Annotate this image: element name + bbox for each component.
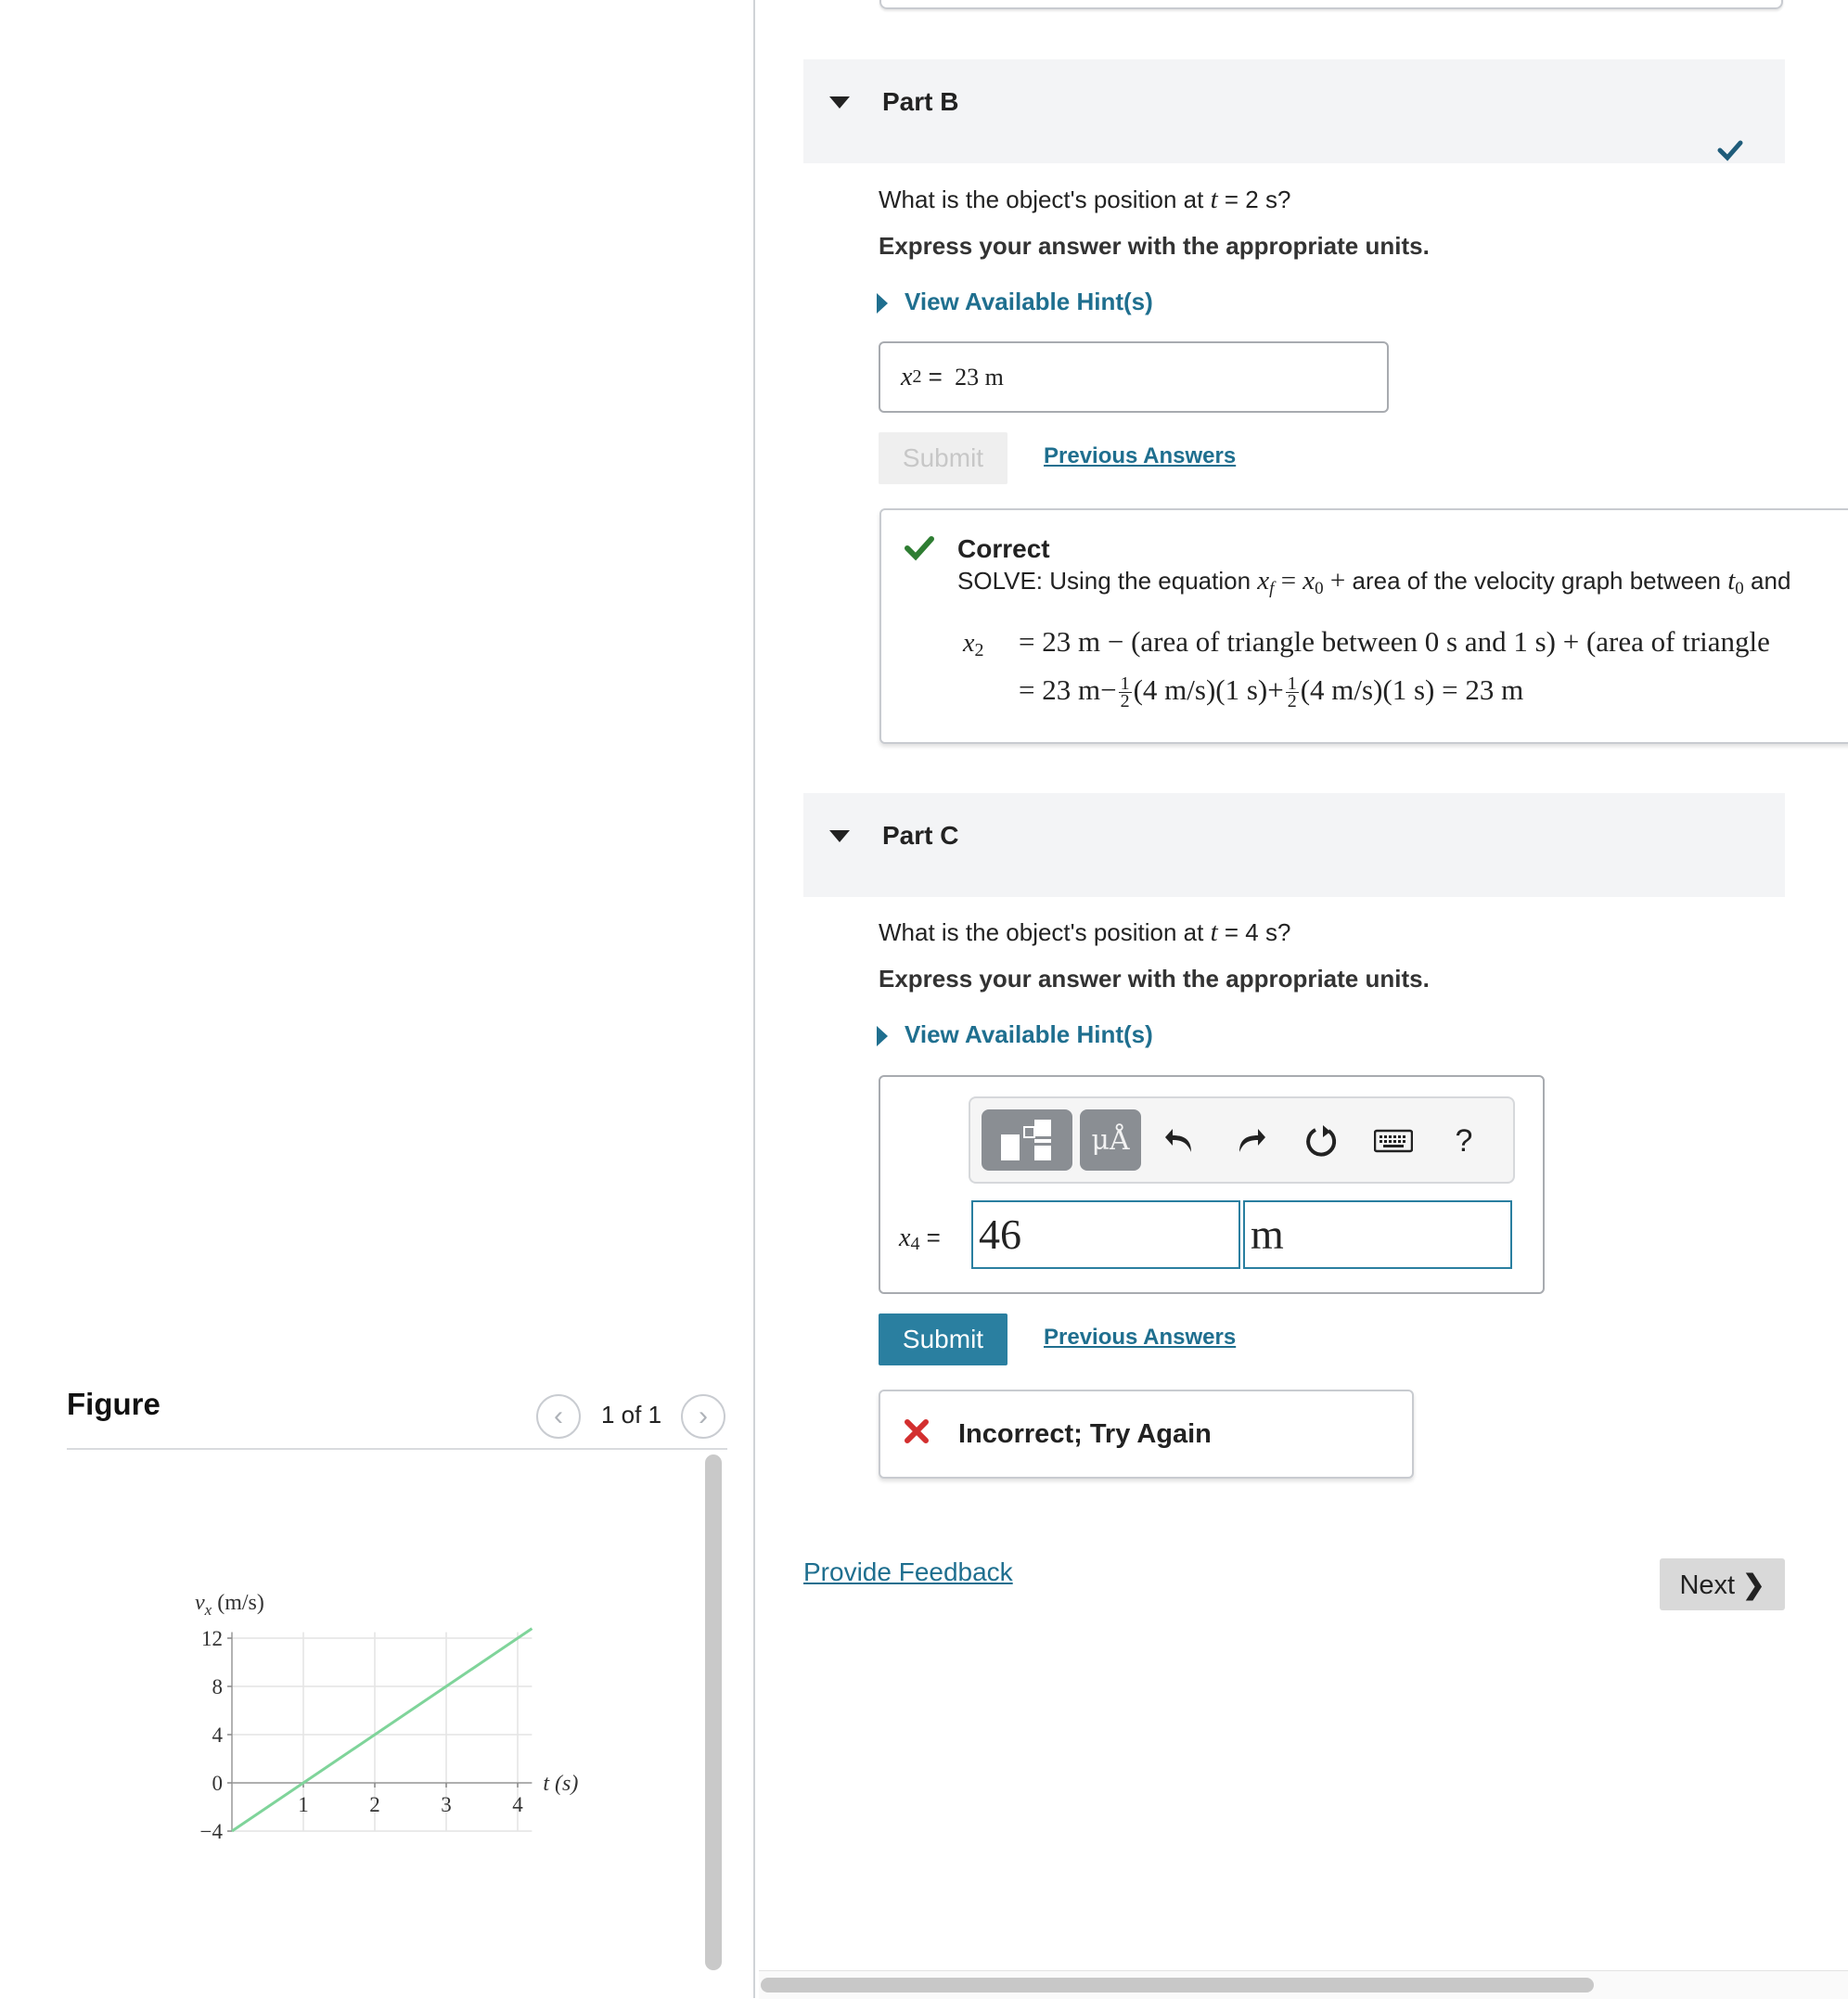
figure-counter: 1 of 1 (601, 1401, 662, 1429)
equation-line-2: = 23 m− $\frac{1}{2}$ (4 m/s)(1 s)+ $\frac{1}{2}$ (4 m/s)(1 s) = 23 m (1019, 673, 1524, 712)
caret-right-icon (877, 293, 888, 314)
chevron-right-icon: ❯ (1742, 1570, 1765, 1600)
feedback-title: Correct (957, 534, 1050, 563)
checkmark-icon (1717, 139, 1743, 161)
answer-variable-label: x4 = (899, 1224, 941, 1254)
feedback-incorrect-text: Incorrect; Try Again (958, 1419, 1212, 1449)
y-tick-label: −4 (199, 1820, 223, 1843)
figure-pane (0, 0, 753, 1998)
y-axis-label-main: v (195, 1591, 205, 1615)
next-button[interactable]: Next ❯ (1660, 1558, 1785, 1610)
part-b-hint-link[interactable]: View Available Hint(s) (877, 288, 1153, 316)
math-toolbar (969, 1096, 1515, 1184)
velocity-chart (167, 1577, 631, 1874)
templates-icon (997, 1116, 1057, 1164)
previous-card-edge (879, 0, 1783, 9)
y-tick-label: 8 (212, 1675, 223, 1698)
part-b-title: Part B (882, 87, 959, 116)
reset-icon[interactable] (1301, 1121, 1341, 1161)
undo-icon[interactable] (1160, 1121, 1200, 1161)
figure-divider (67, 1448, 727, 1450)
close-icon (903, 1417, 930, 1445)
caret-right-icon (877, 1026, 888, 1046)
answer-value-input[interactable]: 46 (971, 1200, 1240, 1269)
part-c-question: What is the object's position at t = 4 s? (879, 917, 1291, 947)
pane-divider[interactable] (753, 0, 755, 1998)
fraction-half: $\frac{1}{2}$ (1120, 673, 1130, 712)
caret-down-icon (829, 96, 850, 109)
x-tick-label: 2 (369, 1793, 380, 1816)
horizontal-scrollbar-thumb[interactable] (761, 1978, 1594, 1993)
y-axis-label (195, 1591, 264, 1619)
part-c-feedback-incorrect (879, 1390, 1414, 1479)
part-b-question: What is the object's position at t = 2 s? (879, 185, 1291, 214)
redo-icon[interactable] (1230, 1121, 1271, 1161)
part-c-submit-button[interactable]: Submit (879, 1313, 1007, 1365)
part-b-previous-answers-link[interactable]: Previous Answers (1044, 443, 1237, 468)
part-c-answer-box (879, 1075, 1545, 1294)
equation-variable: x2 (963, 629, 984, 660)
y-axis-label-units: (m/s) (217, 1591, 264, 1615)
part-c-instruction: Express your answer with the appropriate units. (879, 965, 1430, 993)
part-b-header[interactable] (803, 59, 1785, 163)
part-b-submit-button[interactable]: Submit (879, 432, 1007, 484)
figure-title: Figure (67, 1387, 160, 1421)
y-axis-label-sub: x (204, 1601, 212, 1619)
part-c-title: Part C (882, 821, 959, 850)
fraction-half: $\frac{1}{2}$ (1287, 673, 1297, 712)
feedback-solve-text: SOLVE: Using the equation xf = x0 + area of the velocity graph between t0 and (957, 566, 1791, 598)
series-line-vx (232, 1629, 532, 1831)
part-b-feedback-correct (879, 508, 1848, 744)
chevron-left-icon: ‹ (554, 1401, 563, 1431)
x-axis-label: t (s) (543, 1772, 579, 1796)
caret-down-icon (829, 830, 850, 842)
chart-series (232, 1629, 532, 1831)
x-tick-label: 3 (441, 1793, 452, 1816)
x-tick-label: 1 (298, 1793, 309, 1816)
figure-next-button[interactable] (681, 1394, 725, 1439)
x-tick-label: 4 (512, 1793, 523, 1816)
y-tick-label: 0 (212, 1772, 223, 1795)
part-c-header[interactable] (803, 793, 1785, 897)
templates-button[interactable] (982, 1109, 1072, 1171)
units-button[interactable]: μÅ (1080, 1109, 1141, 1171)
part-c-hint-link[interactable]: View Available Hint(s) (877, 1020, 1153, 1049)
chevron-right-icon: › (699, 1401, 708, 1431)
keyboard-icon[interactable] (1369, 1121, 1418, 1161)
figure-prev-button[interactable] (536, 1394, 581, 1439)
provide-feedback-link[interactable]: Provide Feedback (803, 1557, 1013, 1586)
figure-scrollbar[interactable] (705, 1454, 722, 1970)
y-tick-label: 12 (201, 1627, 223, 1650)
part-b-answer-field: x 2 = 23 m (879, 341, 1389, 413)
part-b-instruction: Express your answer with the appropriate units. (879, 232, 1430, 260)
checkmark-icon (904, 534, 935, 562)
part-c-previous-answers-link[interactable]: Previous Answers (1044, 1325, 1237, 1350)
y-tick-label: 4 (212, 1723, 223, 1747)
help-button[interactable]: ? (1455, 1122, 1473, 1159)
equation-line-1: = 23 m − (area of triangle between 0 s and 1 s) + (area of triangle (1019, 625, 1770, 658)
answer-unit-input[interactable]: m (1243, 1200, 1512, 1269)
